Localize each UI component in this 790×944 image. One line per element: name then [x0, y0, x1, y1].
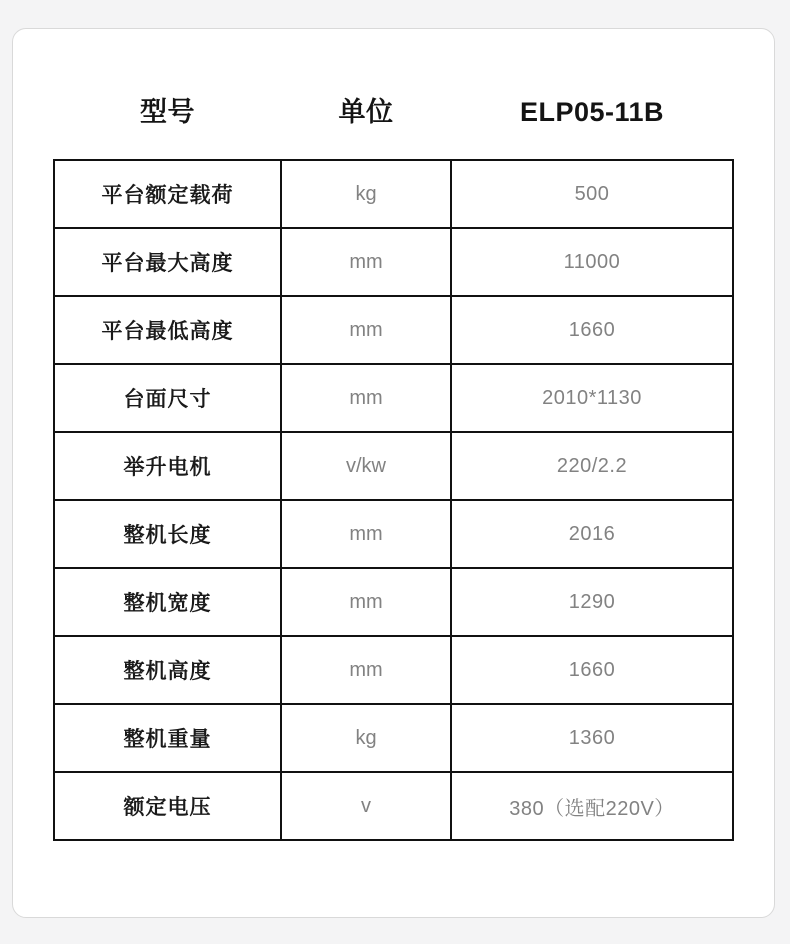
param-cell: 举升电机	[54, 432, 281, 500]
unit-cell: mm	[281, 500, 451, 568]
table-row	[54, 432, 733, 500]
value-cell: 1660	[451, 636, 733, 704]
value-cell: 2010*1130	[451, 364, 733, 432]
table-row	[54, 636, 733, 704]
unit-cell: mm	[281, 636, 451, 704]
table-row	[54, 568, 733, 636]
spec-table-header	[54, 95, 733, 129]
header-model-label: 型号	[140, 97, 195, 127]
param-cell: 台面尺寸	[54, 364, 281, 432]
unit-cell: mm	[281, 228, 451, 296]
unit-cell: kg	[281, 704, 451, 772]
value-cell: 500	[451, 160, 733, 228]
value-cell: 1360	[451, 704, 733, 772]
value-cell: 380（选配220V）	[451, 772, 733, 840]
param-cell: 整机宽度	[54, 568, 281, 636]
unit-cell: mm	[281, 568, 451, 636]
value-cell: 220/2.2	[451, 432, 733, 500]
spec-table	[53, 159, 734, 841]
param-cell: 整机高度	[54, 636, 281, 704]
value-cell: 1290	[451, 568, 733, 636]
table-row	[54, 500, 733, 568]
unit-cell: mm	[281, 296, 451, 364]
table-row	[54, 228, 733, 296]
param-cell: 整机重量	[54, 704, 281, 772]
value-cell: 1660	[451, 296, 733, 364]
param-cell: 平台最低高度	[54, 296, 281, 364]
table-row	[54, 364, 733, 432]
spec-card	[12, 28, 775, 918]
unit-cell: mm	[281, 364, 451, 432]
unit-cell: v/kw	[281, 432, 451, 500]
table-row	[54, 296, 733, 364]
header-unit-label: 单位	[338, 97, 394, 127]
value-cell: 2016	[451, 500, 733, 568]
unit-cell: kg	[281, 160, 451, 228]
param-cell: 整机长度	[54, 500, 281, 568]
param-cell: 平台额定载荷	[54, 160, 281, 228]
param-cell: 额定电压	[54, 772, 281, 840]
unit-cell: v	[281, 772, 451, 840]
table-row	[54, 160, 733, 228]
value-cell: 11000	[451, 228, 733, 296]
table-row	[54, 772, 733, 840]
param-cell: 平台最大高度	[54, 228, 281, 296]
header-model-value: ELP05-11B	[519, 97, 665, 127]
table-row	[54, 704, 733, 772]
